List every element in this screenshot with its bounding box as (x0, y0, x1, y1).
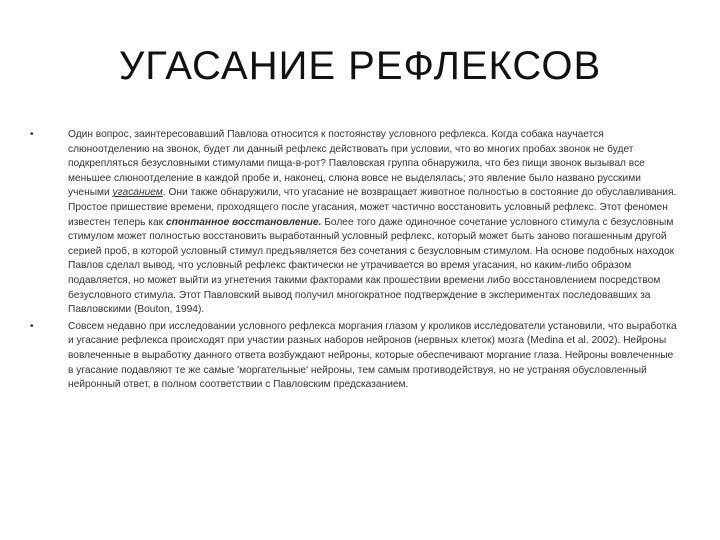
bullet-dot: • (30, 320, 34, 332)
slide-title: УГАСАНИЕ РЕФЛЕКСОВ (118, 44, 602, 88)
term-extinction: угасанием (112, 187, 163, 199)
bullet-item (30, 128, 680, 318)
paragraph-text: Более того даже одиночное сочетание условного стимула с безусловным стимулом может полностью восстановить выработанный условный рефлекс, который может быть заново погашенным другой серией проб, в которой условный стимул предъявляется без сочетания с безусловным стимулом. На основе подобных находок Павлов сделал вывод, что условный рефлекс фактически не утрачивается во время угасания, но каким-либо образом подавляется, но может выйти из угнетения такими факторами как прошествии времени либо восстановлением посредством безусловного стимула. Этот Павловский вывод получил многократное подтверждение в экспериментах последовавших за Павловскими (Bouton, 1994). (68, 216, 675, 316)
bullet-dot: • (30, 129, 34, 140)
paragraph-text: . Они также обнаружили, что угасание не возвращает животное полностью в состояние до обуславливания. Простое пришествие времени, проходящего после угасания, может частично восстановить условный рефлекс. Этот феномен известен теперь как (68, 187, 677, 228)
paragraph-extinction (68, 128, 680, 318)
term-spontaneous-recovery: спонтанное восстановление. (165, 216, 322, 228)
paragraph-neurons: Совсем недавно при исследовании условного рефлекса моргания глазом у кроликов исследователи установили, что выработка и угасание рефлекса происходят при участии разных наборов нейронов (нервных клеток) мозга (Medina et al. 2002). Нейроны вовлеченные в выработку данного ответа возбуждают нейроны, которые обеспечивают моргание глаза. Нейроны вовлеченные в угасание подавляют те же самые 'моргательные' нейроны, тем самым противодействуя, но не устраняя обусловленный нейронный ответ, в полном соответствии с Павловским предсказанием. (68, 320, 677, 391)
bullet-list (30, 128, 680, 393)
bullet-item (30, 320, 680, 393)
paragraph-text: Один вопрос, заинтересовавший Павлова относится к постоянству условного рефлекса. Когда собака научается слюноотделению на звонок, будет ли данный рефлекс действовать при условии, что во многих пробах звонок не будет подкрепляться безусловными стимулами пища-в-рот? Павловская группа обнаружила, что без пищи звонок вызывал все меньшее слюноотделение в каждой пробе и, наконец, слюна вовсе не выделялась; это явление было названо русскими учеными (68, 129, 645, 199)
